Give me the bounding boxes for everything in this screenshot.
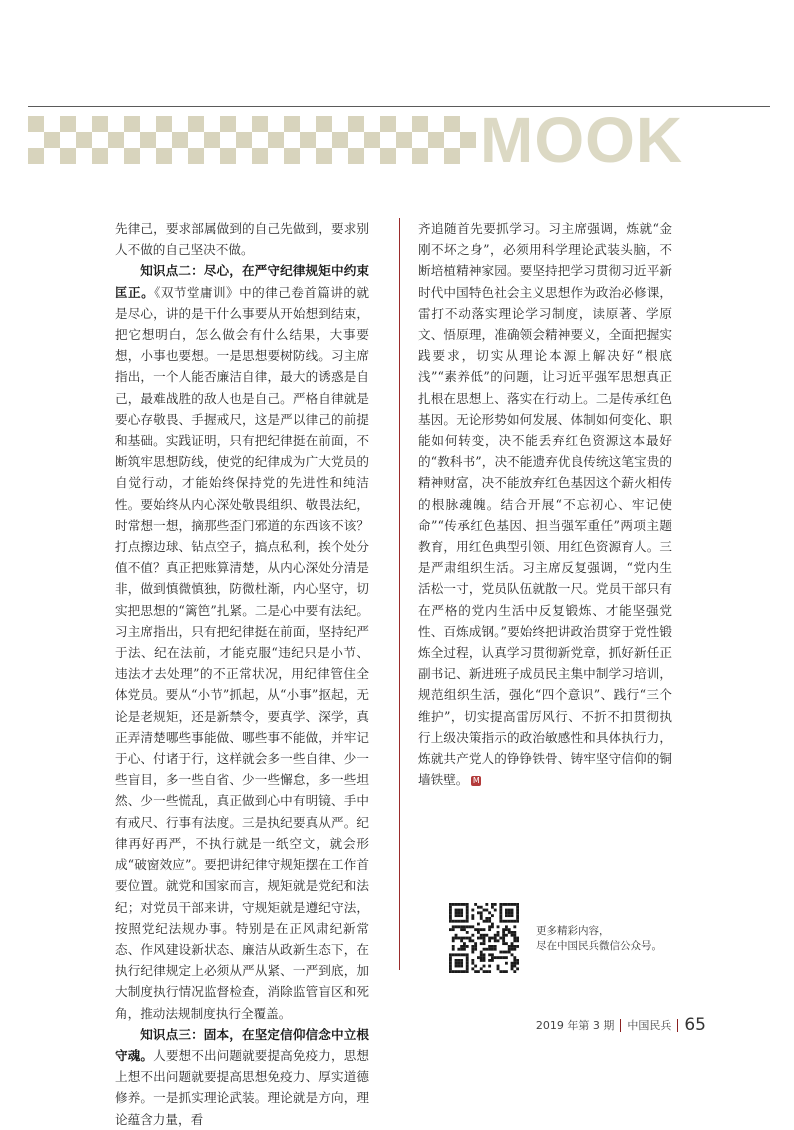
checker-square (380, 116, 396, 132)
qr-caption-line: 更多精彩内容， (536, 925, 610, 937)
paragraph-text: 齐追随首先要抓学习。习主席强调，炼就“金刚不坏之身”，必须用科学理论武装头脑，不断培植精神家园。要坚持把学习贯彻习近平新时代中国特色社会主义思想作为政治必修课，雷打不动落实理论学习制度，读原著、学原文、悟原理，准确领会精神要义，全面把握实践要求，切实从理论本源上解决好“根底浅”“素养低”的问题，让习近平强军思想真正扎根在思想上、落实在行动上。二是传承红色基因。无论形势如何发展、体制如何变化、职能如何转变，决不能丢弃红色资源这本最好的“教科书”，决不能遗弃优良传统这笔宝贵的精神财富，决不能放弃红色基因这个薪火相传的根脉魂魄。结合开展“不忘初心、牢记使命”“传承红色基因、担当强军重任”两项主题教育，用红色典型引领、用红色资源育人。三是严肃组织生活。习主席反复强调，“党内生活松一寸，党员队伍就散一尺。党员干部只有在严格的党内生活中反复锻炼、才能坚强党性、百炼成钢。”要始终把讲政治贯穿于党性锻炼全过程，认真学习贯彻新党章，抓好新任正副书记、新进班子成员民主集中制学习培训，规范组织生活，强化“四个意识”、践行“三个维护”，切实提高雷厉风行、不折不扣贯彻执行上级决策指示的政治敏感性和具体执行力，炼就共产党人的铮铮铁骨、铸牢坚守信仰的铜墙铁壁。 (418, 221, 672, 788)
checker-square (444, 116, 460, 132)
footer-divider (620, 1019, 621, 1032)
qr-caption (536, 924, 662, 954)
checker-square (252, 148, 268, 164)
checker-square (28, 116, 44, 132)
checker-square (348, 116, 364, 132)
checker-square (76, 132, 92, 148)
checker-square (204, 132, 220, 148)
checker-square (60, 148, 76, 164)
checker-square (156, 116, 172, 132)
checker-square (140, 132, 156, 148)
article-paragraph (115, 218, 369, 260)
checker-square (348, 148, 364, 164)
checker-square (316, 148, 332, 164)
checker-square (460, 132, 476, 148)
checker-square (396, 132, 412, 148)
checker-square (284, 148, 300, 164)
checker-square (92, 148, 108, 164)
footer-divider (677, 1019, 678, 1032)
page-number: 65 (684, 1015, 706, 1035)
checker-square (188, 148, 204, 164)
checker-square (316, 116, 332, 132)
right-column (418, 218, 672, 790)
checker-square (252, 116, 268, 132)
checker-square (236, 132, 252, 148)
magazine-name: 中国民兵 (627, 1019, 672, 1032)
checker-square (364, 132, 380, 148)
column-divider (399, 218, 400, 970)
knowledge-point-heading: 知识点三：固本，在坚定信仰信念中立根守魂。 (115, 1026, 369, 1063)
checker-square (268, 132, 284, 148)
checker-square (220, 116, 236, 132)
qr-code-icon[interactable] (449, 903, 519, 973)
checker-square (380, 148, 396, 164)
checker-square (108, 132, 124, 148)
paragraph-text: 《双节堂庸训》中的律己卷首篇讲的就是尽心，讲的是干什么事要从开始想到结束，把它想明白，怎么做会有什么结果，大事要想，小事也要想。一是思想要树防线。习主席指出，一个人能否廉洁自律，最大的诱惑是自己，最难战胜的敌人也是自己。严格自律就是要心存敬畏、手握戒尺，这是严以律己的前提和基础。实践证明，只有把纪律挺在前面，不断筑牢思想防线，使党的纪律成为广大党员的自觉行动，才能始终保持党的先进性和纯洁性。要始终从内心深处敬畏组织、敬畏法纪，时常想一想，摘那些歪门邪道的东西该不该？打点擦边球、钻点空子，搞点私利，挨个处分值不值？真正把账算清楚，从内心深处分清是非，做到慎微慎独，防微杜渐，内心坚守，切实把思想的“篱笆”扎紧。二是心中要有法纪。习主席指出，只有把纪律挺在前面，坚持纪严于法、纪在法前，才能克服“违纪只是小节、违法才去处理”的不正常状况，用纪律管住全体党员。要从“小节”抓起，从“小事”抠起，无论是老规矩，还是新禁令，要真学、深学，真正弄清楚哪些事能做、哪些事不能做，并牢记于心、付诸于行，这样就会多一些自律、少一些盲目，多一些自省、少一些懈怠，多一些坦然、少一些慌乱，真正做到心中有明镜、手中有戒尺、行事有法度。三是执纪要真从严。纪律再好再严，不执行就是一纸空文，就会形成“破窗效应”。要把讲纪律守规矩摆在工作首要位置。就党和国家而言，规矩就是党纪和法纪；对党员干部来讲，守规矩就是遵纪守法，按照党纪法规办事。特别是在正风肃纪新常态、作风建设新状态、廉洁从政新生态下，在执行纪律规定上必须从严从紧、一严到底，加大制度执行情况监督检查，消除监管盲区和死角，推动法规制度执行全覆盖。 (115, 284, 370, 1021)
article-paragraph (418, 218, 672, 790)
checker-square (428, 132, 444, 148)
knowledge-point-heading: 知识点二：尽心，在严守纪律规矩中约束匡正。 (115, 263, 369, 300)
checker-square (412, 116, 428, 132)
paragraph-text: 先律己，要求部属做到的自己先做到，要求别人不做的自己坚决不做。 (115, 221, 369, 258)
checker-square (188, 116, 204, 132)
checker-square (412, 148, 428, 164)
end-of-article-mark: M (472, 775, 480, 785)
checker-square (28, 148, 44, 164)
checker-square (44, 132, 60, 148)
checker-square (124, 116, 140, 132)
qr-caption-line: 尽在中国民兵微信公众号。 (536, 940, 662, 952)
checker-square (300, 132, 316, 148)
section-brand: MOOK (480, 104, 684, 176)
paragraph-text: 人要想不出问题就要提高免疫力，思想上想不出问题就要提高思想免疫力、厚实道德修养。一是抓实理论武装。理论就是方向，理论蕴含力量，看 (115, 1047, 370, 1127)
article-paragraph (115, 260, 369, 1023)
checker-square (60, 116, 76, 132)
issue-label: 2019 年第 3 期 (535, 1019, 615, 1032)
checker-square (444, 148, 460, 164)
checker-square (92, 116, 108, 132)
checker-square (156, 148, 172, 164)
checker-square (332, 132, 348, 148)
page-footer (536, 1015, 706, 1035)
article-paragraph (115, 1024, 369, 1130)
left-column (115, 218, 369, 1130)
checker-square (172, 132, 188, 148)
checker-square (284, 116, 300, 132)
checker-square (220, 148, 236, 164)
checker-square (124, 148, 140, 164)
